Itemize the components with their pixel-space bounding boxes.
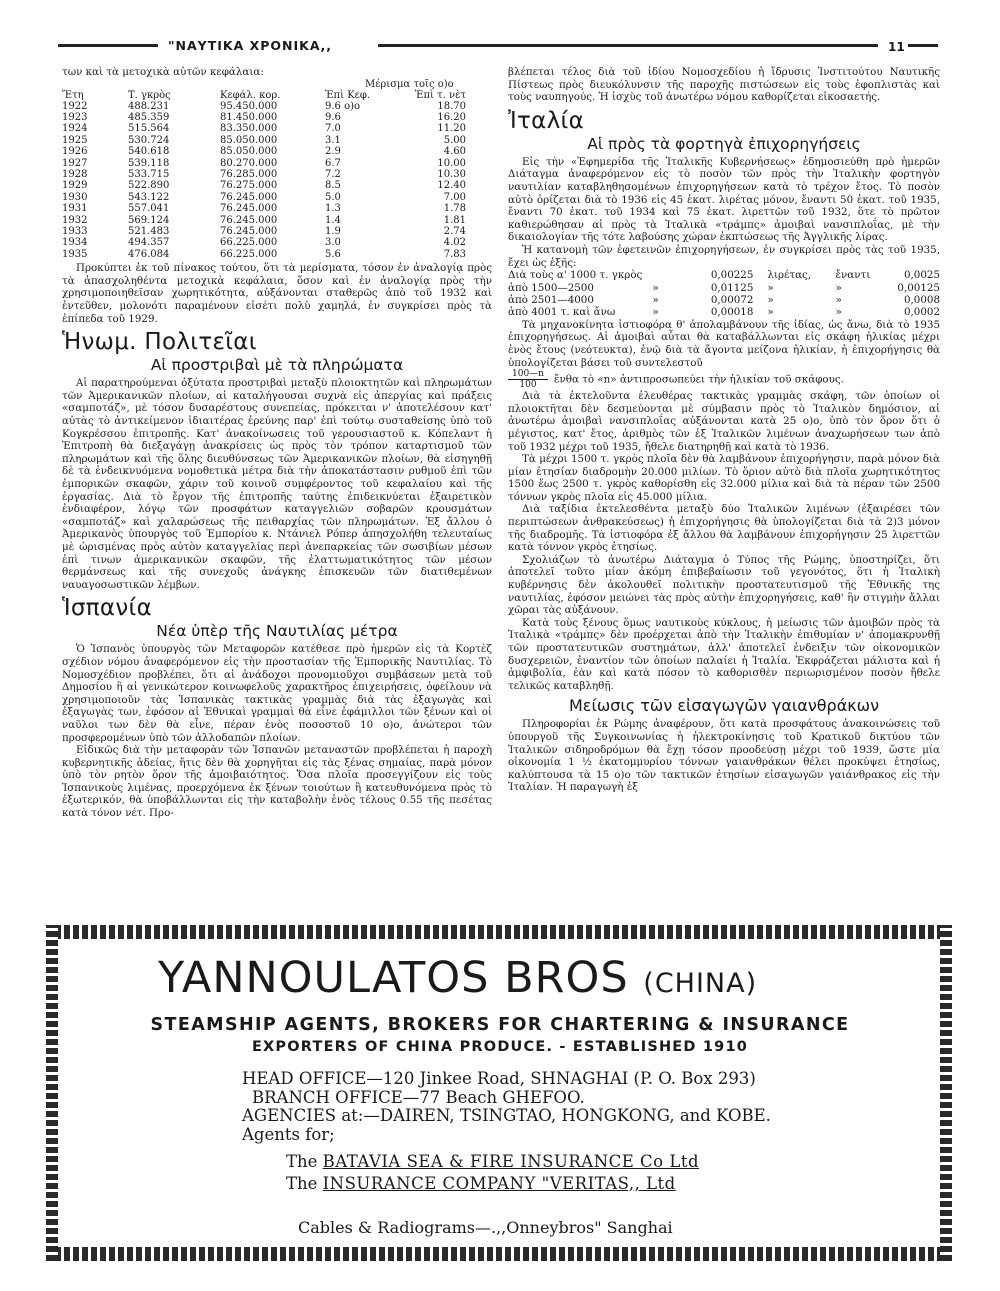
company-name: YANNOULATOS BROS: [158, 953, 629, 1003]
italy-paragraph: Εἰς τὴν «Ἐφημερίδα τῆς Ἰταλικῆς Κυβερνήσεως» ἐδημοσιεύθη πρὸ ἡμερῶν Διάταγμα ἀναφερόμενον εἰς τὸ ποσὸν τῶν πρὸς τὴν Ἰταλικὴν φορτηγὸν ναυτιλίαν καταβληθησομένων ἐπιχορηγήσεων κατὰ τὸ τρέχον ἔτος. Τὸ ποσὸν αὐτὸ ὁρίζεται διὰ τὸ 1936 εἰς 45 ἑκατ. λιρέτας μόνον, ἔναντι 50 ἑκατ. τοῦ 1935, ἔναντι 70 ἑκατ. τοῦ 1934 καὶ 75 ἑκατ. λιρεττῶν τοῦ 1932, ὅτε τὸ πρῶτον καθιερώθησαν αἱ πρὸς τὰ Ἰταλικὰ «τράμπς» ἀμοιβαὶ νανσιπλοΐας, μὲ τὴν δικαιολογίαν τῆς τότε λαβούσης χώραν ἐκπτώσεως τῆς Ἀγγλικῆς λίρας.: [508, 155, 940, 244]
column-header: Κεφάλ. κορ.: [220, 89, 281, 101]
table-cell: 557.041: [128, 203, 170, 215]
table-cell: 83.350.000: [220, 123, 278, 135]
table-intro: των καὶ τὰ μετοχικὰ αὐτῶν κεφάλαια:: [62, 66, 264, 78]
ad-insurers: [286, 1151, 806, 1195]
table-cell: 66.225.000: [220, 237, 278, 249]
table-cell: 2.74: [443, 226, 466, 238]
table-cell: 8.5: [325, 180, 341, 192]
ad-cable-address: Cables & Radiograms—.,,Onneybros" Sanghai: [298, 1218, 673, 1237]
tariff-cell: 0,00125: [897, 281, 940, 294]
table-cell: 7.2: [325, 169, 341, 181]
tariff-cell: »: [835, 281, 842, 294]
table-cell: 9.6: [325, 112, 341, 123]
spain-paragraph: Εἰδικῶς διὰ τὴν μεταφορὰν τῶν Ἱσπανῶν μεταναστῶν προβλέπεται ἡ παροχὴ κυβερνητικῆς ἀδείας, ἥτις δὲν θὰ χορηγῆται εἰς τὰς ξένας σημαίας, παρὰ μόνον ὑπὸ τὸν ρητὸν ὅρον τῆς ἀμοιβαιότητος. Ὅσα πλοῖα προσεγγίζουν εἰς τοὺς Ἱσπανικοὺς λιμένας, προερχόμενα ἐκ ξένων τοιούτων ἢ κατευθυνόμενα πρὸς τὸ ἐξωτερικόν, θὰ ὑποβάλλωνται εἰς τὴν καταβολὴν ἑνὸς τέλους 0.55 τῆς πεσέτας κατὰ τόνον νέτ. Προ-: [62, 744, 492, 820]
table-cell: 5.00: [443, 134, 466, 146]
formula-explanation: ἔνθα τὸ «n» ἀντιπροσωπεύει τὴν ἡλικίαν τοῦ σκάφους.: [553, 373, 844, 386]
insurer-line: [286, 1151, 806, 1173]
table-cell: 1935: [62, 248, 88, 260]
tariff-cell: »: [652, 306, 659, 319]
table-row: [62, 123, 492, 134]
spain-heading: Ἱσπανία: [62, 595, 153, 622]
tariff-cell: 0,0008: [903, 293, 940, 306]
table-cell: 4.02: [443, 237, 466, 249]
table-cell: 539.118: [128, 157, 170, 169]
table-cell: 1929: [62, 180, 88, 192]
table-cell: 1925: [62, 134, 88, 146]
usa-subheading: Αἱ προστριβαὶ μὲ τὰ πληρώματα: [150, 356, 404, 375]
ad-border-bottom: [46, 1247, 952, 1261]
tariff-cell: 0,0025: [903, 269, 940, 282]
spain-continuation: βλέπεται τέλος διὰ τοῦ ἰδίου Νομοσχεδίου ἡ ἵδρυσις Ἰνστιτούτου Ναυτικῆς Πίστεως πρὸς διευκόλυνσιν τῆς παροχῆς πιστώσεων εἰς τοὺς ἐφοπλιστὰς καὶ τοὺς ναυπηγούς. Ἡ ἰσχὺς τοῦ ἀνωτέρω νόμου καθορίζεται εἰκοσαετής.: [508, 66, 940, 104]
spain-paragraph: Ὁ Ἱσπανὸς ὑπουργὸς τῶν Μεταφορῶν κατέθεσε πρὸ ἡμερῶν εἰς τὰ Κορτὲζ σχέδιον νόμου ἀναφερόμενον εἰς τὴν προστασίαν τῆς Ἐμπορικῆς Ναυτιλίας. Τὸ Νομοσχέδιον προβλέπει, ὅτι αἱ ἀνάδοχοι προνομιοῦχοι συμβάσεων μετὰ τοῦ Δημοσίου ἢ αἱ γενικώτερον κοινωφελοῦς χαρακτῆρος ἐπιχειρήσεις, ὀφείλουν νὰ χρησιμοποιοῦν τὰς Ἱσπανικὰς τακτικὰς γραμμὰς διὰ τὰς ἐξαγωγὰς καὶ ἐξαγωγὰς των, ἐφόσον αἱ Ἐθνικαὶ γραμμαὶ θὰ εἶνε ἐφάμιλλοι τῶν ξένων καὶ οἱ ναῦλοι των δὲν θὰ εἶνε, πέραν ἑνὸς ποσοστοῦ 10 ο)ο, ἀνώτεροι τῶν προσφερομένων ὑπὸ τῶν ἀλλοδαπῶν πλοίων.: [62, 643, 492, 744]
ad-offices: [242, 1070, 882, 1144]
fraction-numerator: 100—n: [508, 369, 548, 380]
page-header: [58, 38, 938, 58]
italy-paragraph: Τὰ μηχανοκίνητα ἱστιοφόρα θ' ἀπολαμβάνουν τῆς ἰδίας, ὡς ἄνω, διὰ τὸ 1935 ἐπιχορηγήσεως. Αἱ ἀμοιβαὶ αὗται θὰ καταβάλλωνται εἰς σκάφη ἡλικίας μέχρι ἑνὸς ἔτους (νεότευκτα), ἐνῷ διὰ τὰ ἄγοντα μείζονα ἡλικίαν, ἡ ἐπιχορήγησις θὰ ὑπολογίζεται βάσει τοῦ συντελεστοῦ: [508, 318, 940, 369]
tariff-cell: »: [767, 281, 774, 294]
table-cell: 76.245.000: [220, 226, 278, 238]
ad-company-name: [158, 955, 757, 1007]
table-cell: 5.0: [325, 191, 341, 203]
table-cell: 10.30: [437, 169, 466, 181]
company-suffix: (CHINA): [643, 968, 758, 999]
advertisement: [46, 925, 952, 1261]
table-cell: 1922: [62, 100, 88, 112]
column-header: Ἐπὶ τ. νὲτ: [414, 89, 466, 101]
table-cell: 2.9: [325, 146, 341, 158]
table-row: [62, 215, 492, 226]
tariff-cell: 0,00072: [710, 293, 754, 306]
table-cell: 1923: [62, 112, 88, 123]
insurer-prefix: The: [286, 1152, 318, 1171]
right-column: [508, 66, 940, 794]
table-cell: 76.245.000: [220, 214, 278, 226]
table-row: [62, 146, 492, 157]
branch-office: BRANCH OFFICE—77 Beach GHEFOO.: [252, 1087, 585, 1107]
italy-subheading: Αἱ πρὸς τὰ φορτηγὰ ἐπιχορηγήσεις: [587, 134, 861, 153]
ad-exporters: EXPORTERS OF CHINA PRODUCE. - ESTABLISHED 1910: [251, 1039, 749, 1055]
table-row: [62, 135, 492, 146]
formula-line: [508, 369, 940, 390]
tariff-cell: ἀπὸ 2501—4000: [508, 293, 594, 306]
ad-services: STEAMSHIP AGENTS, BROKERS FOR CHARTERING & INSURANCE: [150, 1015, 850, 1035]
tariff-cell: »: [652, 281, 659, 294]
subsidy-tariff-table: [508, 269, 940, 319]
table-row: [62, 226, 492, 237]
table-cell: 6.7: [325, 157, 341, 169]
coal-paragraph: Πληροφορίαι ἐκ Ρώμης ἀναφέρουν, ὅτι κατὰ προσφάτους ἀνακοινώσεις τοῦ ὑπουργοῦ τῆς Συγκοινωνίας ἡ ἠλεκτροκίνησις τοῦ Κρατικοῦ δικτύου τῶν Ἰταλικῶν σιδηροδρόμων θὰ ἔχῃ τόσον προοδεύσῃ μέχρι τοῦ 1939, ὥστε μία οἰκονομία 1 ½ ἑκατομμυρίου τόννων γαιανθράκων θέλει προκύψει ἐτησίως, καλύπτουσα τὰ 15 ο)ο τῶν τακτικῶν ἐτησίων εἰσαγωγῶν γαιάνθρακος εἰς τὴν Ἰταλίαν. Ἡ παραγωγὴ ἐξ: [508, 718, 940, 794]
spain-subheading: Νέα ὑπὲρ τῆς Ναυτιλίας μέτρα: [156, 622, 398, 641]
italy-paragraph: Σχολιάζων τὸ ἀνωτέρω Διάταγμα ὁ Τύπος τῆς Ρώμης, ὑποστηρίζει, ὅτι ἀποτελεῖ τοῦτο μίαν ἀκόμη ἐπιβεβαίωσιν τοῦ γεγονότος, ὅτι ἡ Ἰταλικὴ κυβέρνησις δὲν ἀκολουθεῖ πολιτικὴν προστατευτισμοῦ τῆς Ἐθνικῆς της ναυτιλίας, ἐφόσον μειώνει τὰς πρὸς αὐτὴν ἐπιχορηγήσεις, καθ' ἣν στιγμὴν ἄλλαι χῶραι τὰς αὐξάνουν.: [508, 553, 940, 617]
table-cell: 1927: [62, 157, 88, 169]
tariff-cell: »: [652, 293, 659, 306]
italy-paragraph: Διὰ ταξίδια ἐκτελεσθέντα μεταξὺ δύο Ἰταλικῶν λιμένων (ἐξαιρέσει τῶν περιπτώσεων ἀνθρακεύσεως) ἡ ἐπιχορήγησις θὰ ὑπολογίζεται διὰ τὰ 2)3 μόνον τῆς διαδρομῆς. Τὰ ἱστιοφόρα ἐξ ἄλλου θὰ λαμβάνουν ἐπιχορήγησιν 25 λιρεττῶν κατὰ τόννον γκρὸς ἐτησίως.: [508, 503, 940, 554]
head-office: HEAD OFFICE—120 Jinkee Road, SHNAGHAI (P. O. Box 293): [242, 1069, 756, 1088]
ad-border-left: [46, 925, 58, 1261]
table-row: [62, 203, 492, 214]
tariff-cell: Διὰ τοὺς α' 1000 τ. γκρὸς: [508, 269, 643, 282]
table-row: [62, 192, 492, 203]
table-cell: 5.6: [325, 248, 341, 260]
table-cell: 1928: [62, 169, 88, 181]
table-cell: 16.20: [437, 112, 466, 123]
table-cell: 76.245.000: [220, 191, 278, 203]
tariff-cell: »: [767, 306, 774, 319]
header-rule-middle: [378, 44, 878, 47]
tariff-cell: 0,00018: [710, 306, 754, 319]
table-cell: 1.4: [325, 214, 341, 226]
italy-paragraph: Τὰ μέχρι 1500 τ. γκρὸς πλοῖα δὲν θὰ λαμβάνουν ἐπιχορήγησιν, παρὰ μόνον διὰ μίαν ἐτησίαν διαδρομὴν 20.000 μιλίων. Τὸ ὅριον αὐτὸ διὰ πλοῖα χωρητικότητος 1500 ἕως 2500 τ. γκρὸς καθορίσθη εἰς 32.000 μίλια καὶ διὰ τὰ πέραν τῶν 2500 τόννων γκρὸς πλοῖα εἰς 45.000 μίλια.: [508, 453, 940, 503]
table-cell: 66.225.000: [220, 248, 278, 260]
ad-border-top: [46, 925, 952, 939]
table-row: [62, 180, 492, 191]
table-cell: 494.357: [128, 237, 170, 249]
table-cell: 1924: [62, 123, 88, 135]
table-cell: 3.1: [325, 134, 341, 146]
coal-heading: Μείωσις τῶν εἰσαγωγῶν γαιανθράκων: [568, 696, 880, 716]
insurer-name: BATAVIA SEA & FIRE INSURANCE Co Ltd: [322, 1152, 700, 1171]
usa-heading: Ἡνωμ. Πολιτεῖαι: [62, 329, 257, 356]
tariff-cell: 0,00225: [710, 269, 754, 282]
table-cell: 76.245.000: [220, 203, 278, 215]
column-header: Ἐπὶ Κεφ.: [325, 89, 371, 101]
table-cell: 515.564: [128, 123, 170, 135]
header-rule-right: [908, 44, 938, 47]
table-row: [62, 237, 492, 248]
table-cell: 1.9: [325, 226, 341, 238]
table-cell: 85.050.000: [220, 134, 278, 146]
table-cell: 4.60: [443, 146, 466, 158]
coefficient-fraction: [508, 369, 548, 390]
tariff-cell: »: [835, 293, 842, 306]
table-cell: 540.618: [128, 146, 170, 158]
table-cell: 1.78: [443, 203, 466, 215]
table-cell: 1930: [62, 191, 88, 203]
table-cell: 7.00: [443, 191, 466, 203]
table-cell: 1.3: [325, 203, 341, 215]
dividend-table: [62, 79, 492, 261]
page-number: 11: [888, 40, 905, 54]
insurer-prefix: The: [286, 1174, 318, 1193]
tariff-cell: λιρέτας,: [767, 269, 812, 282]
ad-border-right: [940, 925, 952, 1261]
table-cell: 7.83: [443, 248, 466, 260]
table-cell: 543.122: [128, 191, 170, 203]
table-group-header: Μέρισμα τοῖς ο)ο: [365, 78, 454, 90]
table-cell: 1931: [62, 203, 88, 215]
table-cell: 9.6 ο)ο: [325, 100, 361, 112]
tariff-row: [508, 282, 940, 294]
journal-title: "ΝΑΥΤΙΚΑ ΧΡΟΝΙΚΑ,,: [168, 38, 332, 53]
table-cell: 76.285.000: [220, 169, 278, 181]
table-cell: 1933: [62, 226, 88, 238]
column-header: Ἔτη: [62, 89, 84, 101]
usa-article: Αἱ παρατηρούμεναι ὀξύτατα προστριβαὶ μεταξὺ πλοιοκτητῶν καὶ πληρωμάτων τῶν Ἀμερικανικῶν πλοίων, αἱ καταλήγουσαι συχνὰ εἰς ἀπεργίας καὶ πράξεις «σαμποτάζ», μὲ τόσον δυσαρέστους συνεπείας, πρόκειται ν' ἀποτελέσουν κατ' αὐτὰς τὸ ἀντικείμενον ἰδιαιτέρας ἐρεύνης παρ' ἐπὶ τούτῳ συσταθείσης ὑπὸ τοῦ Κογκρέσσου ἐπιτροπῆς. Κατ' ἀνακοίνωσεις τοῦ γερουσιαστοῦ κ. Κόπελαντ ἡ Ἐπιτροπὴ θὰ διεξαγάγῃ ἀνακρίσεις ὡς πρὸς τὸν τρόπον καταρτισμοῦ τῶν πληρωμάτων καὶ τῆς ὅλης διευθύνσεως τῶν Ἀμερικανικῶν πλοίων, θὰ εἰσηγηθῇ δὲ τὰ ἐνδεικνυόμενα νομοθετικὰ μέτρα διὰ τὴν ἀποκατάστασιν ρυθμοῦ ἐπὶ τῶν ἐμπορικῶν σκαφῶν, χάριν τοῦ κοινοῦ συμφέροντος τοῦ κεφαλαίου καὶ τῆς ἐργασίας. Διὰ τὸ ἔργον τῆς ἐπιτροπῆς ταύτης ἐπιδεικνύεται ἐξαιρετικὸν ἐνδιαφέρον, λόγῳ τῶν προσφάτων καταγγελιῶν σοβαρῶν κρουσμάτων «σαμποτάζ» καὶ χαλαρώσεως τῆς πειθαρχίας τῶν πληρωμάτων. Ἐξ ἄλλου ὁ Ἀμερικανὸς ὑπουργὸς τοῦ Ἐμπορίου κ. Ντάνιελ Ρόπερ ἀπησχολήθη τελευταίως μὲ ὡρισμένας πρὸς αὐτὸν καταγγελίας περὶ ἀνεπαρκείας τῶν σωσιβίων μέσων ἐπὶ τινων ἀμερικανικῶν σκαφῶν, τῆς ἐλαττωματικότητος τῶν μέσων θερμάνσεως καὶ τῆς συνεχοῦς ἀνάγκης ἐπισκευῶν τῶν διατιθεμένων ναυαγοσωστικῶν λέμβων.: [62, 377, 492, 591]
tariff-cell: 0,01125: [710, 281, 754, 294]
agents-for: Agents for;: [242, 1124, 335, 1144]
italy-paragraph: Διὰ τὰ ἐκτελοῦντα ἐλευθέρας τακτικὰς γραμμὰς σκάφη, τῶν ὁποίων οἱ πλοιοκτῆται δὲν δεσμεύονται μὲ σύμβασιν πρὸς τὸ Ἰταλικὸν δημόσιον, αἱ ἀνωτέρω ἀμοιβαὶ νανσιπλοΐας αὐξάνονται κατὰ 25 ο)ο, ὑπὸ τὸν ὅρον ὅτι ὁ μέγιστος, κατ' ἔτος, ἀριθμὸς τῶν ἐξ Ἰταλικῶν λιμένων ἀναχωρήσεων των ἀπὸ τοῦ 1932 μέχρι τοῦ 1935, ἤθελε διατηρηθῇ καὶ κατὰ τὸ 1936.: [508, 390, 940, 453]
table-cell: 12.40: [437, 180, 466, 192]
left-column: [62, 66, 492, 820]
table-cell: 18.70: [437, 100, 466, 112]
table-cell: 569.124: [128, 214, 170, 226]
table-row: [62, 112, 492, 123]
tariff-cell: ἀπὸ 1500—2500: [508, 281, 594, 294]
tariff-cell: »: [767, 293, 774, 306]
table-row: [62, 158, 492, 169]
italy-paragraph: Ἡ κατανομὴ τῶν ἐφετεινῶν ἐπιχορηγήσεων, ἐν συγκρίσει πρὸς τὰς τοῦ 1935, ἔχει ὡς ἑξῆς:: [508, 243, 940, 269]
table-row: [62, 169, 492, 180]
table-cell: 1926: [62, 146, 88, 158]
table-note: Προκύπτει ἐκ τοῦ πίνακος τούτου, ὅτι τὰ μερίσματα, τόσον ἐν ἀναλογίᾳ πρὸς τὰ ἀπασχοληθέντα μετοχικὰ κεφάλαια, ὅσον καὶ ἐν ἀναλογίᾳ πρὸς τὴν χρησιμοποιηθεῖσαν χωρητικότητα, αὐξάνονται σταθερῶς ἀπὸ τοῦ 1932 καὶ ἐντεῦθεν, μολονότι παραμένουν εἰσέτι πολὺ χαμηλά, ἐν συγκρίσει πρὸς τὰ ἐπίπεδα τοῦ 1929.: [62, 262, 492, 325]
table-cell: 80.270.000: [220, 157, 278, 169]
column-header: Τ. γκρὸς: [128, 89, 171, 101]
tariff-row: [508, 269, 940, 281]
table-cell: 81.450.000: [220, 112, 278, 123]
tariff-cell: ἔναντι: [835, 269, 871, 282]
italy-heading: Ἰταλία: [508, 107, 585, 134]
table-cell: 3.0: [325, 237, 341, 249]
table-cell: 76.275.000: [220, 180, 278, 192]
italy-paragraph: Κατὰ τοὺς ξένους ὅμως ναυτικοὺς κύκλους, ἡ μείωσις τῶν ἀμοιβῶν πρὸς τὰ Ἰταλικὰ «τράμπς» δὲν προέρχεται ἀπὸ τὴν Ἰταλικὴν ἐπιθυμίαν ν' ἀπομακρυνθῇ τῶν προστατευτικῶν συστημάτων, ἀλλ' ἀποτελεῖ ἐνδειξιν τῶν οἰκονομικῶν δυσχερειῶν, ἐναντίον τῶν ὁποίων παλαίει ἡ Ἰταλία. Ἐκφράζεται μάλιστα καὶ ἡ ἀμφιβολία, ἐὰν καὶ κατὰ πόσον τὸ καθορισθὲν περιωρισμένον ποσὸν ἤθελε τελικῶς καταβληθῇ.: [508, 616, 940, 692]
table-row: [62, 101, 492, 112]
table-cell: 10.00: [437, 157, 466, 169]
table-cell: 485.359: [128, 112, 170, 123]
tariff-row: [508, 306, 940, 318]
tariff-cell: ἀπὸ 4001 τ. καὶ ἄνω: [508, 306, 616, 319]
table-cell: 85.050.000: [220, 146, 278, 158]
tariff-cell: [642, 269, 668, 281]
table-cell: 533.715: [128, 169, 170, 181]
table-cell: 521.483: [128, 226, 170, 238]
header-rule-left: [58, 44, 158, 47]
table-cell: 95.450.000: [220, 100, 278, 112]
insurer-line: [286, 1173, 806, 1195]
table-cell: 530.724: [128, 134, 170, 146]
tariff-cell: 0,0002: [903, 306, 940, 319]
table-cell: 522.890: [128, 180, 170, 192]
table-cell: 476.084: [128, 248, 170, 260]
table-cell: 7.0: [325, 123, 341, 135]
table-cell: 1934: [62, 237, 88, 249]
table-cell: 488.231: [128, 100, 170, 112]
table-cell: 1.81: [443, 214, 466, 226]
table-cell: 11.20: [437, 123, 466, 135]
fraction-denominator: 100: [519, 380, 537, 391]
insurer-name: INSURANCE COMPANY "VERITAS,, Ltd: [322, 1174, 676, 1193]
agencies: AGENCIES at:—DAIREN, TSINGTAO, HONGKONG, and KOBE.: [242, 1106, 771, 1126]
table-row: [62, 249, 492, 260]
table-cell: 1932: [62, 214, 88, 226]
tariff-row: [508, 294, 940, 306]
tariff-cell: »: [835, 306, 842, 319]
